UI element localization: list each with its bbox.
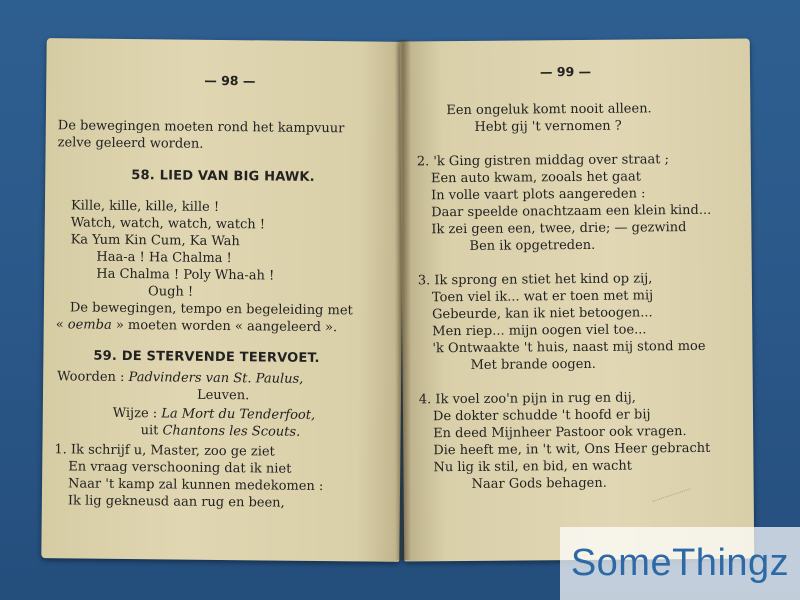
watermark-text: SomeThingz bbox=[570, 542, 790, 584]
page-number-99: — 99 — bbox=[539, 63, 592, 80]
right-page bbox=[400, 38, 755, 561]
words-author: Padvinders van St. Paulus, bbox=[128, 370, 304, 387]
watermark-logo bbox=[560, 527, 800, 600]
tune-title: La Mort du Tenderfoot, bbox=[161, 406, 316, 423]
page-smudge bbox=[652, 488, 695, 515]
verse-4-line-6: Naar Gods behagen. bbox=[471, 475, 607, 492]
open-book bbox=[30, 22, 768, 567]
verse-2-line-4: Daar speelde onachtzaam een klein kind... bbox=[431, 202, 712, 221]
verse-4-line-1: 4. Ik voel zoo'n pijn in rug en dij, bbox=[418, 390, 636, 408]
verse-4-line-5: Nu lig ik stil, en bid, en wacht bbox=[433, 458, 633, 476]
verse-4-line-3: En deed Mijnheer Pastoor ook vragen. bbox=[433, 424, 687, 442]
top-line-2: Hebt gij 't vernomen ? bbox=[474, 118, 622, 135]
song-58-line-6: Ough ! bbox=[148, 284, 194, 300]
song-59-words-place: Leuven. bbox=[196, 387, 250, 404]
words-label: Woorden : bbox=[57, 369, 129, 386]
song-58-line-2: Watch, watch, watch, watch ! bbox=[70, 215, 266, 233]
verse-1-line-2: En vraag verschooning dat ik niet bbox=[68, 459, 292, 477]
verse-4-line-4: Die heeft me, in 't wit, Ons Heer gebracht bbox=[433, 440, 711, 459]
song-58-title: 58. LIED VAN BIG HAWK. bbox=[131, 168, 315, 185]
verse-1-line-3: Naar 't kamp zal kunnen medekomen : bbox=[67, 476, 324, 495]
verse-1-line-1: 1. Ik schrijf u, Master, zoo ge ziet bbox=[54, 442, 275, 460]
tune-source-prefix: uit bbox=[140, 423, 163, 439]
book-gutter bbox=[395, 40, 411, 560]
song-59-words bbox=[57, 369, 303, 387]
song-58-line-4: Haa-a ! Ha Chalma ! bbox=[96, 249, 232, 267]
song-59-title: 59. DE STERVENDE TEERVOET. bbox=[93, 348, 320, 367]
verse-3-line-4: Men riep... mijn oogen viel toe... bbox=[432, 322, 647, 340]
verse-3-line-3: Gebeurde, kan ik niet betoogen... bbox=[432, 305, 653, 323]
song-59-tune-source bbox=[141, 423, 301, 440]
left-page bbox=[41, 38, 404, 562]
verse-1-line-4: Ik lig gekneusd aan rug en been, bbox=[67, 493, 285, 511]
note-rest: » moeten worden « aangeleerd ». bbox=[111, 317, 338, 336]
intro-line-1: De bewegingen moeten rond het kampvuur bbox=[57, 118, 345, 137]
song-58-note-line-1: De bewegingen, tempo en begeleiding met bbox=[69, 300, 353, 319]
tune-source: Chantons les Scouts. bbox=[162, 423, 301, 440]
verse-2-line-5: Ik zei geen een, twee, drie; — gezwind bbox=[431, 220, 687, 238]
song-58-line-3: Ka Yum Kin Cum, Ka Wah bbox=[70, 232, 240, 250]
tune-label: Wijze : bbox=[112, 405, 162, 422]
verse-3-line-6: Met brande oogen. bbox=[470, 356, 596, 373]
intro-line-2: zelve geleerd worden. bbox=[57, 135, 204, 152]
verse-4-line-2: De dokter schudde 't hoofd er bij bbox=[432, 407, 651, 425]
page-number-98: — 98 — bbox=[204, 72, 256, 89]
verse-2-line-1: 2. 'k Ging gistren middag over straat ; bbox=[416, 152, 670, 170]
verse-3-line-2: Toen viel ik... wat er toen met mij bbox=[431, 288, 654, 306]
verse-2-line-2: Een auto kwam, zooals het gaat bbox=[430, 169, 642, 187]
verse-3-line-5: 'k Ontwaakte 't huis, naast mij stond moe bbox=[432, 338, 706, 357]
verse-3-line-1: 3. Ik sprong en stiet het kind op zij, bbox=[417, 271, 653, 289]
verse-2-line-3: In volle vaart plots aangereden : bbox=[431, 186, 646, 204]
song-59-tune bbox=[113, 406, 316, 423]
song-58-note-line-2 bbox=[56, 317, 338, 335]
song-58-line-1: Kille, kille, kille, kille ! bbox=[70, 198, 220, 215]
top-line-1: Een ongeluk komt nooit alleen. bbox=[446, 101, 652, 119]
note-open-quote: « bbox=[55, 317, 68, 333]
note-oemba: oemba bbox=[67, 317, 112, 333]
verse-2-line-6: Ben ik opgetreden. bbox=[469, 237, 596, 254]
song-58-line-5: Ha Chalma ! Poly Wha-ah ! bbox=[96, 266, 275, 284]
